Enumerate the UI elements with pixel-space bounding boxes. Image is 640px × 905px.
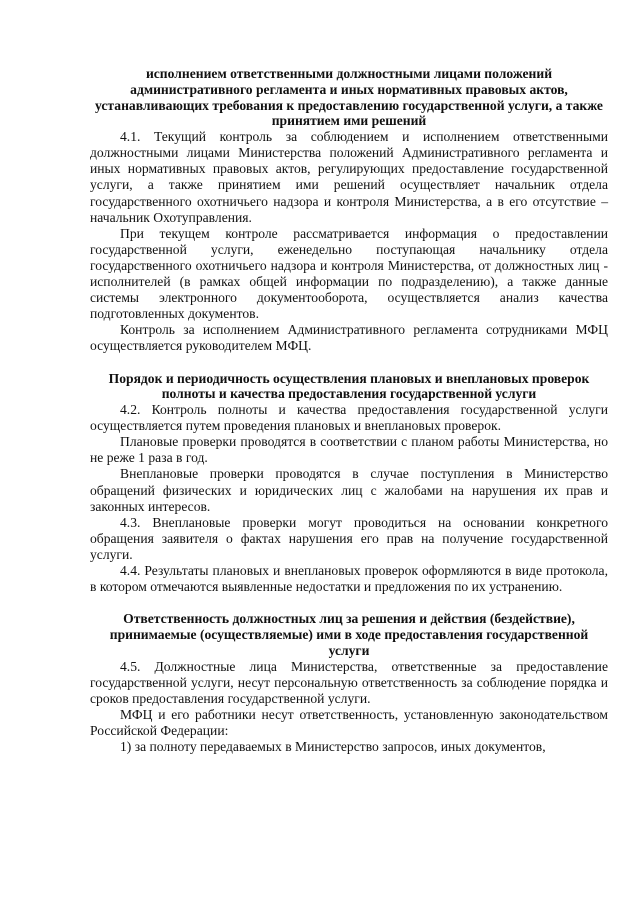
paragraph-4-4: 4.4. Результаты плановых и внеплановых проверок оформляются в виде протокола, в котором отмечаются выявленные недостатки и предложения по их устранению. [90, 563, 608, 595]
paragraph-planned-inspections: Плановые проверки проводятся в соответствии с планом работы Министерства, но не реже 1 раза в год. [90, 434, 608, 466]
paragraph-current-control: При текущем контроле рассматривается информация о предоставлении государственной услуги, еженедельно поступающая начальнику отдела государственного охотничьего надзора и контроля Министерства, от должностных лиц - исполнителей (в рамках общей информации по подразделению), а также данные системы электронного документооборота, осуществляется анализ качества подготовленных документов. [90, 225, 608, 322]
section-spacer [90, 355, 608, 371]
paragraph-item-1: 1) за полноту передаваемых в Министерство запросов, иных документов, [120, 739, 546, 755]
section-heading-responsibility: Ответственность должностных лиц за решения и действия (бездействие), принимаемые (осуществляемые) ими в ходе предоставления государственной услуги [109, 611, 589, 658]
paragraph-unplanned-inspections: Внеплановые проверки проводятся в случае поступления в Министерство обращений физических и юридических лиц с жалобами на нарушения их прав и законных интересов. [90, 466, 608, 514]
paragraph-mfc-control: Контроль за исполнением Административного регламента сотрудниками МФЦ осуществляется руководителем МФЦ. [90, 322, 608, 354]
section-heading-inspections: Порядок и периодичность осуществления плановых и внеплановых проверок полноты и качества предоставления государственной услуги [108, 370, 590, 402]
paragraph-4-2: 4.2. Контроль полноты и качества предоставления государственной услуги осуществляется путем проведения плановых и внеплановых проверок. [90, 402, 608, 434]
section-heading-control: исполнением ответственными должностными лицами положений административного регламента и иных нормативных правовых актов, устанавливающих требования к предоставлению государственной услуги, а также принятием ими решений [95, 66, 603, 129]
section-spacer [90, 595, 608, 611]
document-page [90, 66, 608, 755]
paragraph-4-1: 4.1. Текущий контроль за соблюдением и исполнением ответственными должностными лицами Министерства положений Административного регламента и иных нормативных правовых актов, регулирующих предоставление государственной услуги, а также принятием ими решений осуществляет начальник отдела государственного охотничьего надзора и контроля Министерства, а в его отсутствие – начальник Охотуправления. [90, 129, 608, 225]
paragraph-4-3: 4.3. Внеплановые проверки могут проводиться на основании конкретного обращения заявителя о фактах нарушения его прав на получение государственной услуги. [90, 514, 608, 562]
paragraph-4-5: 4.5. Должностные лица Министерства, ответственные за предоставление государственной услуги, несут персональную ответственность за соблюдение порядка и сроков предоставления государственной услуги. [90, 658, 608, 706]
paragraph-mfc-responsibility: МФЦ и его работники несут ответственность, установленную законодательством Российской Федерации: [90, 706, 608, 738]
